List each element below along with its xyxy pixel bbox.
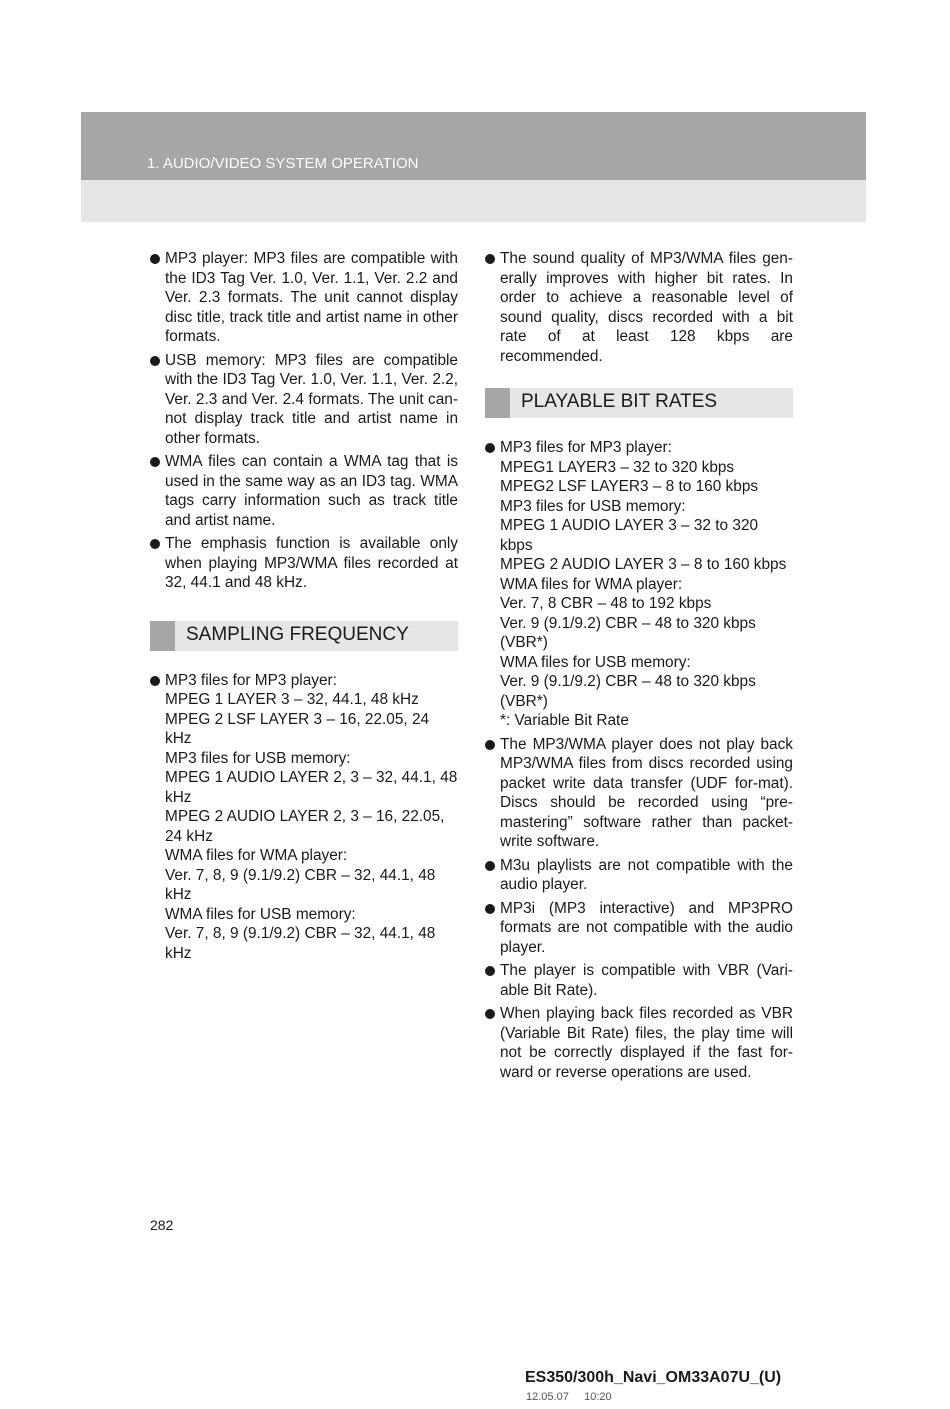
bullet-icon xyxy=(485,443,495,453)
header-bar xyxy=(81,112,866,180)
spec-line: WMA files for WMA player: xyxy=(500,575,683,593)
spec-line: Ver. 9 (9.1/9.2) CBR – 48 to 320 kbps (VBR*) xyxy=(500,673,756,710)
item-text: The sound quality of MP3/WMA files gen-erally improves with higher bit rates. In order to achieve a reasonable level of sound quality, discs recorded with a bit rate of at least 128 kbps are recommended. xyxy=(500,250,793,365)
list-item xyxy=(150,452,458,530)
spec-line: Ver. 9 (9.1/9.2) CBR – 48 to 320 kbps (VBR*) xyxy=(500,614,756,651)
spec-line: Ver. 7, 8, 9 (9.1/9.2) CBR – 32, 44.1, 48 kHz xyxy=(165,925,436,962)
section-title: PLAYABLE BIT RATES xyxy=(521,391,718,412)
spec-line: MPEG2 LSF LAYER3 – 8 to 160 kbps xyxy=(500,478,759,495)
chapter-title: 1. AUDIO/VIDEO SYSTEM OPERATION xyxy=(147,155,419,172)
header-subbar xyxy=(81,180,866,222)
list-item xyxy=(485,856,793,895)
spec-line: MPEG 2 LSF LAYER 3 – 16, 22.05, 24 kHz xyxy=(165,710,430,747)
spec-line: MPEG 1 AUDIO LAYER 2, 3 – 32, 44.1, 48 kHz xyxy=(165,769,458,806)
bullet-icon xyxy=(485,966,495,976)
right-column xyxy=(485,249,793,1086)
list-item xyxy=(485,961,793,1000)
item-text: MP3i (MP3 interactive) and MP3PRO formats are not compatible with the audio player. xyxy=(500,899,793,956)
item-text: MP3 player: MP3 files are compatible with the ID3 Tag Ver. 1.0, Ver. 1.1, Ver. 2.2 and Ver. 2.3 formats. The unit cannot display disc title, track title and artist name in other formats. xyxy=(165,250,458,345)
bullet-icon xyxy=(485,861,495,871)
spec-line: MPEG 2 AUDIO LAYER 3 – 8 to 160 kbps xyxy=(500,556,787,573)
list-item xyxy=(485,899,793,958)
spec-line: MP3 files for USB memory: xyxy=(500,497,686,515)
bullet-icon xyxy=(485,904,495,914)
bullet-icon xyxy=(150,676,160,686)
list-item xyxy=(485,249,793,366)
bullet-icon xyxy=(150,457,160,467)
spec-line: MPEG 1 LAYER 3 – 32, 44.1, 48 kHz xyxy=(165,691,419,708)
list-item xyxy=(150,351,458,449)
document-id: ES350/300h_Navi_OM33A07U_(U) xyxy=(525,1369,782,1386)
page-number: 282 xyxy=(150,1217,174,1233)
spec-line: WMA files for USB memory: xyxy=(165,905,356,923)
spec-line: *: Variable Bit Rate xyxy=(500,712,629,729)
list-item xyxy=(150,534,458,593)
spec-line: MPEG 1 AUDIO LAYER 3 – 32 to 320 kbps xyxy=(500,517,759,554)
bullet-icon xyxy=(485,1009,495,1019)
bullet-icon xyxy=(150,356,160,366)
item-text: WMA files can contain a WMA tag that is used in the same way as an ID3 tag. WMA tags carry information such as track title and artist name. xyxy=(165,453,458,529)
bullet-icon xyxy=(150,254,160,264)
section-marker xyxy=(485,388,510,418)
item-text: USB memory: MP3 files are compatible with the ID3 Tag Ver. 1.0, Ver. 1.1, Ver. 2.2, Ver. 2.3 and Ver. 2.4 formats. The unit can-not display track title and artist name in other formats. xyxy=(165,351,458,447)
spec-line: WMA files for WMA player: xyxy=(165,847,348,864)
item-text: The emphasis function is available only when playing MP3/WMA files recorded at 32, 44.1 and 48 kHz. xyxy=(165,535,458,591)
spec-line: Ver. 7, 8, 9 (9.1/9.2) CBR – 32, 44.1, 48 kHz xyxy=(165,866,436,903)
spec-line: MPEG 2 AUDIO LAYER 2, 3 – 16, 22.05, 24 kHz xyxy=(165,808,445,845)
spec-line: MP3 files for MP3 player: xyxy=(165,671,337,689)
bullet-icon xyxy=(485,254,495,264)
left-column xyxy=(150,249,458,967)
print-timestamp: 12.05.07 10:20 xyxy=(526,1391,612,1403)
list-item xyxy=(485,1004,793,1082)
item-text: The player is compatible with VBR (Vari-able Bit Rate). xyxy=(500,962,793,999)
sampling-frequency-list xyxy=(150,671,458,964)
spec-line: MP3 files for USB memory: xyxy=(165,749,351,767)
section-title: SAMPLING FREQUENCY xyxy=(186,623,409,645)
item-text: The MP3/WMA player does not play back MP3/WMA files from discs recorded using packet write data transfer (UDF for-mat). Discs should be recorded using “pre-mastering” software rather than packet-write software. xyxy=(500,735,793,850)
spec-line: MP3 files for MP3 player: xyxy=(500,439,672,456)
section-header-sampling-frequency xyxy=(150,621,458,651)
section-header-playable-bit-rates xyxy=(485,388,793,418)
item-text: When playing back files recorded as VBR (Variable Bit Rate) files, the play time will not be correctly displayed if the fast for-ward or reverse operations are used. xyxy=(500,1005,793,1081)
spec-line: MPEG1 LAYER3 – 32 to 320 kbps xyxy=(500,458,735,476)
list-item xyxy=(150,249,458,347)
spec-line: WMA files for USB memory: xyxy=(500,653,691,671)
section-marker xyxy=(150,621,175,651)
list-item xyxy=(485,735,793,852)
bit-rate-list xyxy=(485,438,793,731)
item-text: M3u playlists are not compatible with the audio player. xyxy=(500,856,793,893)
bullet-icon xyxy=(485,740,495,750)
spec-line: Ver. 7, 8 CBR – 48 to 192 kbps xyxy=(500,595,712,612)
bullet-icon xyxy=(150,539,160,549)
